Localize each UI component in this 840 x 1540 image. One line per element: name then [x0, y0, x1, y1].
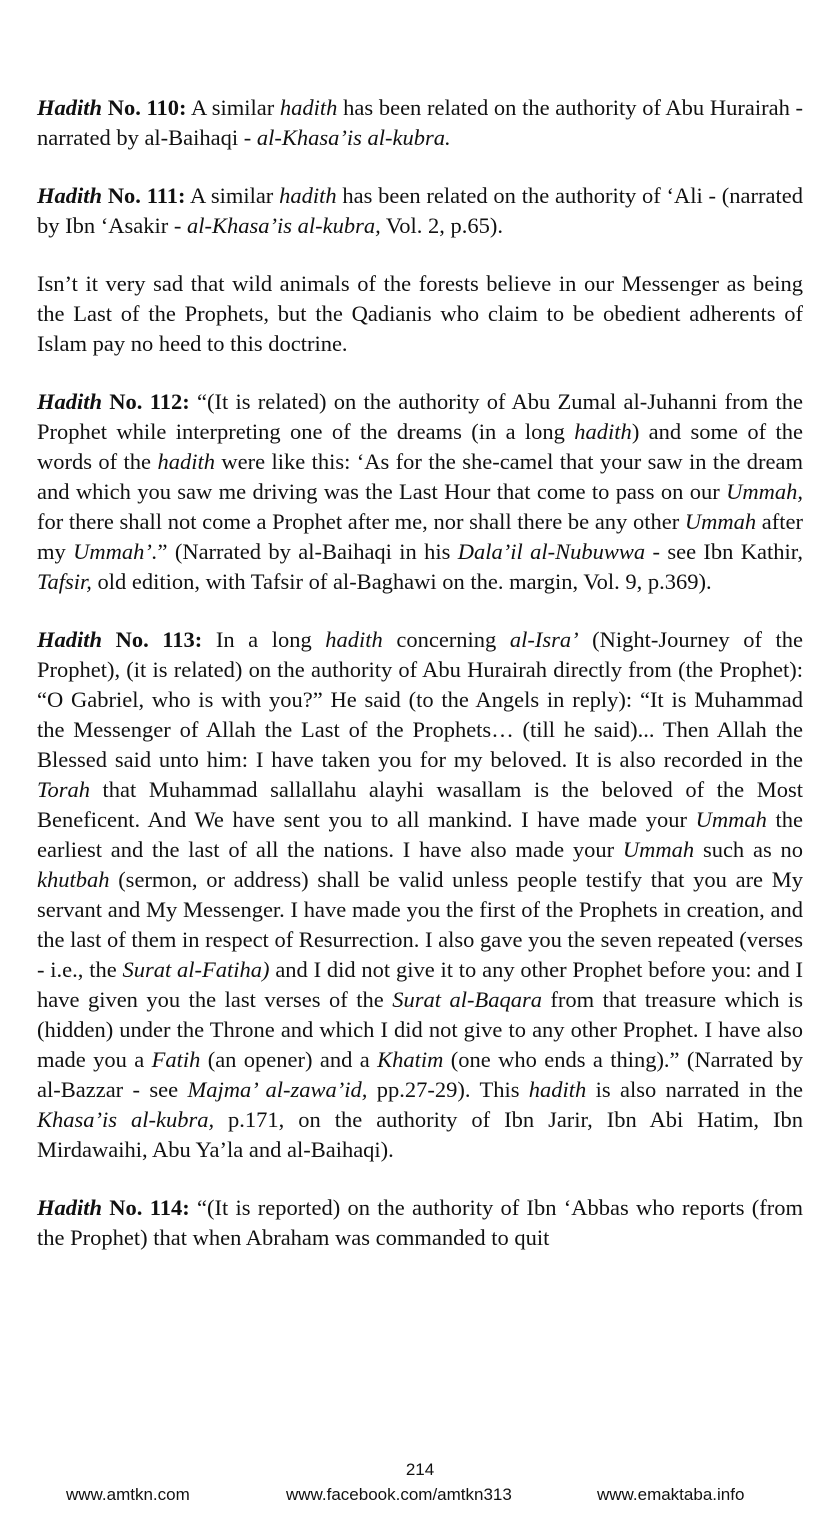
- text-run: Isn’t it very sad that wild animals of the forests believe in our Messenger as being the Last of the Prophets, but the Qadianis who claim to be obedient adherents of Islam pay no heed to this doctrine.: [37, 271, 803, 356]
- footer-link-facebook[interactable]: www.facebook.com/amtkn313: [286, 1485, 512, 1504]
- paragraph: [37, 1193, 803, 1253]
- paragraph: [37, 625, 803, 1165]
- text-run: (sermon, or address) shall be valid unless people testify that you are My servant and My Messenger. I have made you the first of the Prophets in creation, and the last of them in respect of Resurrection. I also gave you the seven repeated (verses - i.e., the: [37, 867, 803, 982]
- italic-term: Ummah: [622, 837, 695, 862]
- text-run: - see Ibn Kathir,: [645, 539, 803, 564]
- italic-term: hadith: [157, 449, 215, 474]
- text-run: (Night-Journey of the Prophet), (it is related) on the authority of Abu Hurairah directly from (the Prophet): “O Gabriel, who is with you?” He said (to the Angels in reply): “It is Muhammad the Messenger of Allah the Last of the Prophets… (till he said)... Then Allah the Blessed said unto him: I have taken you for my beloved. It is also recorded in the: [37, 627, 803, 772]
- italic-term: Ummah: [684, 509, 757, 534]
- text-run: such as no: [694, 837, 803, 862]
- text-run: ” (Narrated by al-Baihaqi in his: [157, 539, 458, 564]
- footer-link-emaktaba[interactable]: www.emaktaba.info: [597, 1485, 745, 1504]
- italic-term: Surat al-Fatiha): [122, 957, 270, 982]
- text-run: and I did not give it to any other Prophet before you: and I have given you the last verses of the: [37, 957, 804, 1012]
- italic-term: hadith: [574, 419, 632, 444]
- italic-term: al-Isra’: [509, 627, 579, 652]
- hadith-label: No. 112:: [102, 389, 190, 414]
- text-run: the earliest and the last of all the nations. I have also made your: [37, 807, 803, 862]
- italic-term: hadith: [325, 627, 383, 652]
- text-run: A similar: [186, 95, 280, 120]
- text-run: (an opener) and a: [200, 1047, 378, 1072]
- italic-term: Ummah’.: [73, 539, 158, 564]
- text-run: after my: [37, 509, 803, 564]
- paragraph: [37, 93, 803, 153]
- text-run: from that treasure which is (hidden) under the Throne and which I did not give to any other Prophet. I have also made you a: [37, 987, 804, 1072]
- text-run: “(It is reported) on the authority of Ibn ‘Abbas who reports (from the Prophet) that when Abraham was commanded to quit: [37, 1195, 803, 1250]
- paragraph: [37, 269, 803, 359]
- text-run: has been related on the authority of Abu Hurairah - narrated by al-Baihaqi -: [37, 95, 804, 150]
- hadith-label: No. 111:: [102, 183, 186, 208]
- text-run: is also narrated in the: [586, 1077, 803, 1102]
- italic-term: Torah: [37, 777, 90, 802]
- italic-term: Tafsir,: [37, 569, 92, 594]
- text-run: A similar: [185, 183, 280, 208]
- italic-term: al-Khasa’is al-kubra.: [256, 125, 451, 150]
- hadith-label: No. 110:: [102, 95, 187, 120]
- italic-term: Khasa’is al-kubra,: [37, 1107, 215, 1132]
- italic-term: Surat al-Baqara: [392, 987, 542, 1012]
- hadith-label: Hadith: [37, 389, 103, 414]
- text-run: “(It is related) on the authority of Abu Zumal al-Juhanni from the Prophet while interpreting one of the dreams (in a long: [37, 389, 803, 444]
- text-run: (one who ends a thing).” (Narrated by al-Bazzar - see: [37, 1047, 803, 1102]
- italic-term: hadith: [279, 183, 337, 208]
- italic-term: Khatim: [377, 1047, 444, 1072]
- footer-link-amtkn[interactable]: www.amtkn.com: [66, 1485, 190, 1504]
- hadith-label: Hadith: [37, 183, 103, 208]
- text-run: ) and some of the words of the: [37, 419, 803, 474]
- text-run: has been related on the authority of ‘Ali - (narrated by Ibn ‘Asakir -: [37, 183, 803, 238]
- italic-term: Majma’ al-zawa’id,: [187, 1077, 368, 1102]
- italic-term: Fatih: [151, 1047, 201, 1072]
- text-run: for there shall not come a Prophet after me, nor shall there be any other: [37, 509, 685, 534]
- text-run: old edition, with Tafsir of al-Baghawi on the. margin, Vol. 9, p.369).: [91, 569, 712, 594]
- page-number: 214: [405, 1460, 435, 1479]
- text-run: concerning: [382, 627, 510, 652]
- page-body: [37, 93, 803, 1281]
- italic-term: Dala’il al-Nubuwwa: [457, 539, 646, 564]
- italic-term: khutbah: [37, 867, 110, 892]
- paragraph: [37, 387, 803, 597]
- hadith-label: No. 113:: [102, 627, 203, 652]
- hadith-label: Hadith: [37, 627, 103, 652]
- text-run: were like this: ‘As for the she-camel that your saw in the dream and which you saw me driving was the Last Hour that come to pass on our: [37, 449, 803, 504]
- hadith-label: No. 114:: [102, 1195, 190, 1220]
- text-run: p.171, on the authority of Ibn Jarir, Ibn Abi Hatim, Ibn Mirdawaihi, Abu Ya’la and al-Baihaqi).: [37, 1107, 803, 1162]
- text-run: Vol. 2, p.65).: [380, 213, 504, 238]
- italic-term: hadith: [528, 1077, 587, 1102]
- hadith-label: Hadith: [37, 1195, 103, 1220]
- italic-term: al-Khasa’is al-kubra,: [186, 213, 381, 238]
- italic-term: hadith: [279, 95, 338, 120]
- page-footer: [0, 1460, 840, 1520]
- text-run: In a long: [202, 627, 326, 652]
- paragraph: [37, 181, 803, 241]
- italic-term: Ummah: [695, 807, 767, 832]
- text-run: pp.27-29). This: [367, 1077, 529, 1102]
- text-run: that Muhammad sallallahu alayhi wasallam is the beloved of the Most Beneficent. And We have sent you to all mankind. I have made your: [37, 777, 803, 832]
- italic-term: Ummah,: [726, 479, 803, 504]
- hadith-label: Hadith: [37, 95, 103, 120]
